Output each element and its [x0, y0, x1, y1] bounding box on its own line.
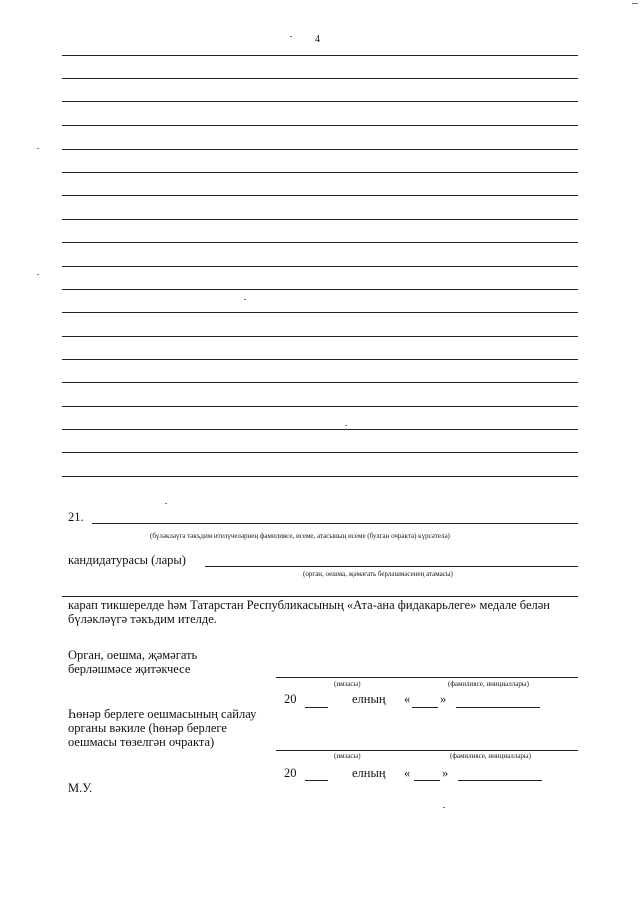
signature-caption: (имзасы)	[334, 680, 361, 688]
name-caption: (фамилиясе, инициаллары)	[450, 752, 531, 760]
statement-line-2: бүләкләүгә тәкъдим ителде.	[68, 612, 217, 626]
signature-field[interactable]	[276, 750, 578, 751]
name-caption: (фамилиясе, инициаллары)	[448, 680, 529, 688]
scan-edge-mark	[632, 3, 638, 4]
ruled-line-19	[62, 476, 578, 477]
nominee-field[interactable]	[92, 523, 578, 524]
scan-speck	[37, 148, 39, 149]
statement-line-1: карап тикшерелде һәм Татарстан Республикасының «Ата-ана фидакарьлеге» медале белән	[68, 598, 550, 612]
ruled-line-12	[62, 312, 578, 313]
signature-field[interactable]	[276, 677, 578, 678]
ruled-line-15	[62, 382, 578, 383]
ruled-line-3	[62, 101, 578, 102]
ruled-line-5	[62, 149, 578, 150]
scan-speck	[37, 274, 39, 275]
ruled-line-7	[62, 195, 578, 196]
date-prefix: 20	[284, 766, 297, 780]
quote-open: «	[404, 692, 411, 706]
date-month-field[interactable]	[458, 780, 542, 781]
scan-speck	[244, 299, 246, 300]
ruled-line-6	[62, 172, 578, 173]
ruled-line-11	[62, 289, 578, 290]
nominee-caption: (бүләкләүгә тәкъдим ителүчеләрнең фамилиясе, исеме, атасының исеме (булган очракта) күрсәтелә)	[150, 532, 450, 540]
ruled-line-1	[62, 55, 578, 56]
organization-caption: (орган, оешма, җәмәгать берләшмәсенең атамасы)	[303, 570, 453, 578]
date-day-field[interactable]	[412, 707, 438, 708]
signer-label-line-1: Орган, оешма, җәмәгать	[68, 648, 198, 662]
organization-field[interactable]	[205, 566, 578, 567]
scan-speck	[290, 36, 292, 37]
signature-caption: (имзасы)	[334, 752, 361, 760]
ruled-line-10	[62, 266, 578, 267]
date-day-field[interactable]	[414, 780, 440, 781]
ruled-line-13	[62, 336, 578, 337]
statement-top-line	[62, 596, 578, 597]
scan-speck	[165, 503, 167, 504]
date-month-field[interactable]	[456, 707, 540, 708]
quote-close: »	[442, 766, 449, 780]
date-year-word: елның	[352, 766, 386, 780]
scan-speck	[345, 425, 347, 426]
ruled-line-8	[62, 219, 578, 220]
item-number: 21.	[68, 510, 84, 524]
ruled-line-17	[62, 429, 578, 430]
quote-open: «	[404, 766, 411, 780]
signer-label-line-2: берләшмәсе җитәкчесе	[68, 662, 191, 676]
scan-speck	[443, 807, 445, 808]
date-year-field[interactable]	[305, 707, 328, 708]
signer-label-line-3: оешмасы төзелгән очракта)	[68, 735, 215, 749]
date-year-word: елның	[352, 692, 386, 706]
date-year-field[interactable]	[305, 780, 328, 781]
signer-label-line-2: органы вәкиле (һөнәр берлеге	[68, 721, 227, 735]
ruled-line-2	[62, 78, 578, 79]
seal-label: М.У.	[68, 781, 93, 795]
quote-close: »	[440, 692, 447, 706]
signer-label-line-1: Һөнәр берлеге оешмасының сайлау	[68, 707, 257, 721]
ruled-line-4	[62, 125, 578, 126]
date-prefix: 20	[284, 692, 297, 706]
ruled-line-16	[62, 406, 578, 407]
ruled-line-18	[62, 452, 578, 453]
ruled-line-14	[62, 359, 578, 360]
page-number: 4	[315, 34, 320, 45]
ruled-line-9	[62, 242, 578, 243]
candidacy-label: кандидатурасы (лары)	[68, 553, 186, 567]
